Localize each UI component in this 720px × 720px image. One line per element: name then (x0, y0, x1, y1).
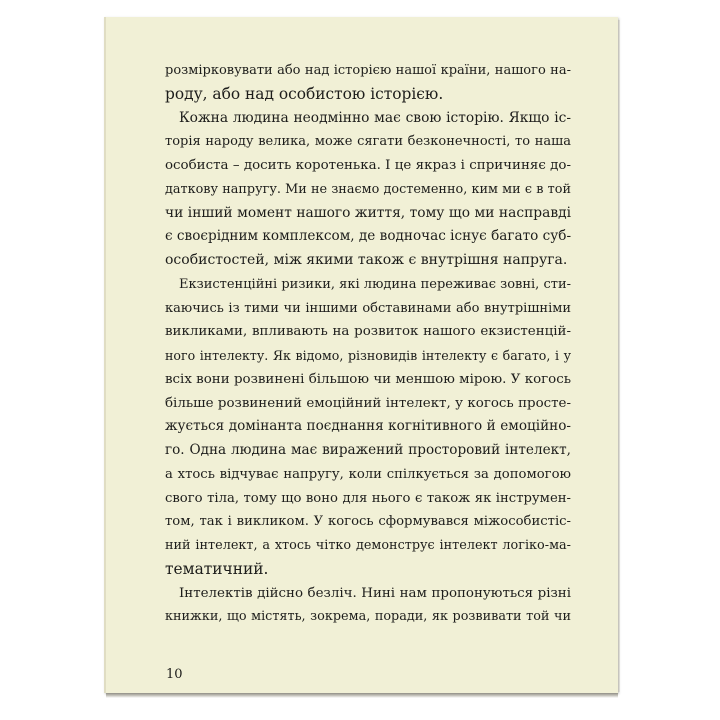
text-line: ного інтелекту. Як відомо, різновидів інтелекту є багато, і у (165, 348, 571, 363)
paragraph-3 (165, 273, 571, 582)
text-line: ний інтелект, а хтось чітко демонструє інтелект логіко-ма- (165, 538, 571, 553)
text-line: особиста – досить коротенька. І це якраз і спричиняє до- (165, 158, 571, 173)
paragraph-2 (165, 107, 571, 273)
text-line: Інтелектів дійсно безліч. Нині нам пропонуються різні (179, 585, 571, 601)
text-line: Кожна людина неодмінно має свою історію. Якщо іс- (179, 109, 571, 126)
text-line: даткову напругу. Ми не знаємо достеменно, ким ми є в той (165, 181, 571, 197)
text-line: свого тіла, тому що воно для нього є також як інструмен- (165, 490, 571, 506)
text-line: книжки, що містять, зокрема, поради, як розвивати той чи (165, 609, 571, 625)
text-line: тематичний. (165, 559, 269, 578)
text-line: том, так і викликом. У когось сформувався міжособистіс- (165, 514, 571, 530)
text-line: розмірковувати або над історією нашої країни, нашого на- (165, 63, 571, 78)
paragraph-4 (165, 582, 571, 630)
text-line: особистостей, між якими також є внутрішня напруга. (165, 252, 568, 268)
text-line: більше розвинений емоційний інтелект, у когось просте- (165, 395, 571, 411)
text-line: Екзистенційні ризики, які людина переживає зовні, сти- (179, 276, 571, 292)
paragraph-1 (165, 59, 571, 107)
text-line: чи інший момент нашого життя, тому що ми насправді (165, 204, 571, 221)
page-number: 10 (166, 667, 183, 682)
text-line: каючись із тими чи іншими обставинами або внутрішніми (165, 300, 571, 316)
text-line: викликами, впливають на розвиток нашого екзистенцій- (165, 324, 571, 340)
text-line: є своєрідним комплексом, де водночас існує багато суб- (165, 228, 572, 245)
text-line: а хтось відчуває напругу, коли спілкується за допомогою (165, 466, 571, 482)
text-line: торія народу велика, може сягати безконечності, то наша (165, 134, 571, 150)
text-line: роду, або над особистою історією. (165, 84, 444, 103)
text-line: жується домінанта поєднання когнітивного й емоційно- (165, 418, 571, 435)
text-line: всіх вони розвинені більшою чи меншою мірою. У когось (165, 371, 571, 387)
book-page (104, 17, 618, 693)
text-line: го. Одна людина має виражений просторовий інтелект, (165, 442, 571, 458)
